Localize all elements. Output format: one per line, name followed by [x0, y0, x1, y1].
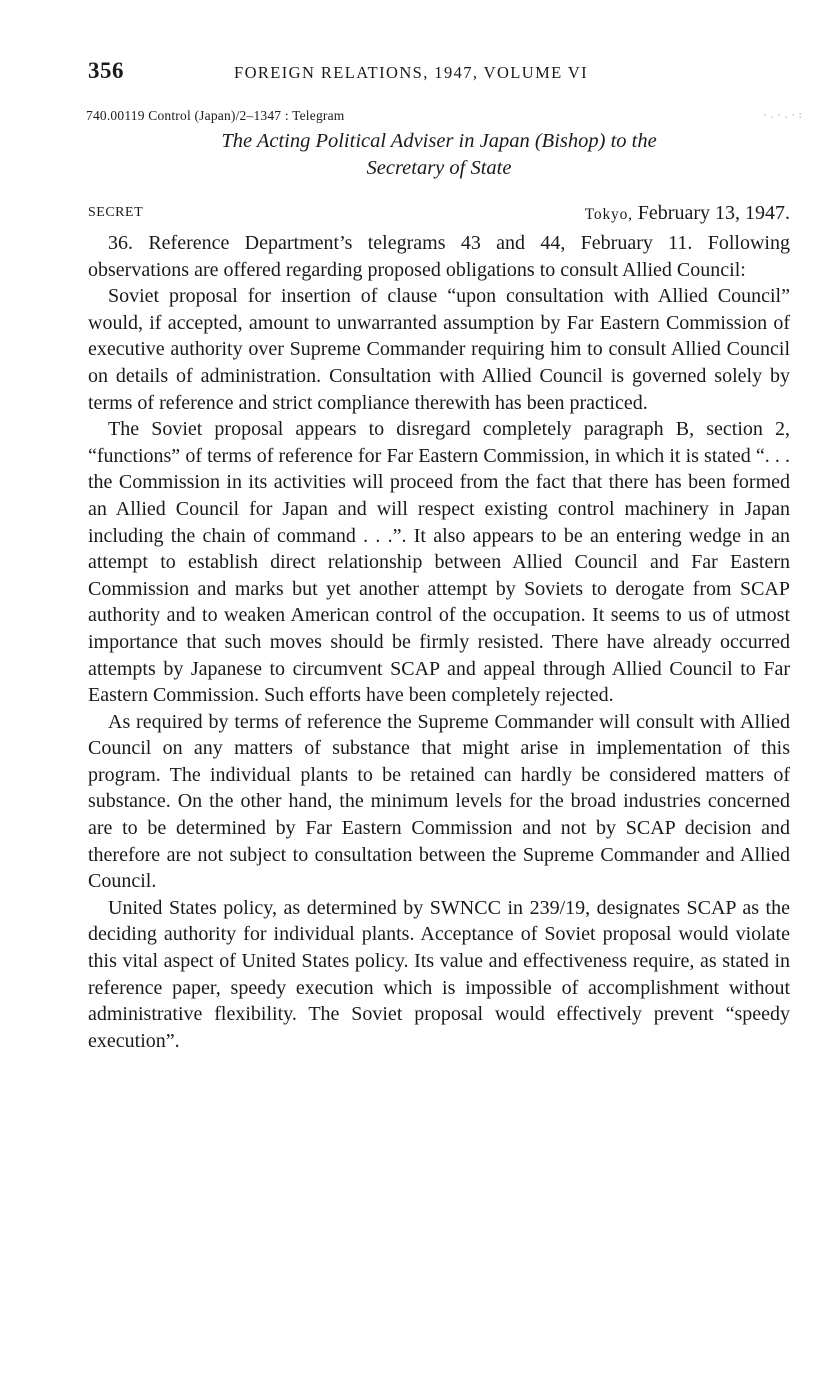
document-title-line-1: The Acting Political Adviser in Japan (Bishop) to the: [221, 130, 657, 152]
document-title: [88, 128, 790, 182]
running-title: FOREIGN RELATIONS, 1947, VOLUME VI: [234, 63, 589, 82]
page-number: 356: [88, 58, 124, 83]
paragraph: 36. Reference Department’s telegrams 43 and 44, February 11. Following observations are offered regarding proposed obligations to consult Allied Council:: [88, 232, 790, 281]
place-date: [585, 202, 790, 225]
paragraph: United States policy, as determined by SWNCC in 239/19, designates SCAP as the deciding authority for individual plants. Acceptance of Soviet proposal would violate this vital aspect of United States policy. Its value and effectiveness require, as stated in reference paper, speedy execution which is impossible of accomplishment without administrative flexibility. The Soviet proposal would effectively prevent “speedy execution”.: [88, 896, 790, 1052]
paragraph: The Soviet proposal appears to disregard completely paragraph B, section 2, “functions” of terms of reference for Far Eastern Commission, in which it is stated “. . . the Commission in its activities will proceed from the fact that there has been formed an Allied Council for Japan and will respect existing control machinery in Japan including the chain of command . . .”. It also appears to be an entering wedge in an attempt to establish direct relationship between Allied Council and Far Eastern Commission and marks but yet another attempt by Soviets to derogate from SCAP authority and to weaken American control of the occupation. It seems to us of utmost importance that such moves should be firmly resisted. There have already occurred attempts by Japanese to circumvent SCAP and appeal through Allied Council to Far Eastern Commission. Such efforts have been completely rejected.: [88, 418, 790, 707]
scan-artifact: ·.·.·:: [762, 110, 805, 121]
paragraph: Soviet proposal for insertion of clause “upon consultation with Allied Council” would, if accepted, amount to unwarranted assumption by Far Eastern Commission of executive authority over Supreme Commander requiring him to consult Allied Council on details of administration. Consultation with Allied Council is governed solely by terms of reference and strict compliance therewith has been practiced.: [88, 285, 790, 414]
classification-label: SECRET: [88, 205, 144, 220]
file-reference: 740.00119 Control (Japan)/2–1347 : Telegram: [86, 108, 345, 123]
paragraph: As required by terms of reference the Supreme Commander will consult with Allied Council on any matters of substance that might arise in implementation of this program. The individual plants to be retained can hardly be considered matters of substance. On the other hand, the minimum levels for the broad industries concerned are to be determined by Far Eastern Commission and not by SCAP decision and therefore are not subject to consultation between the Supreme Commander and Allied Council.: [88, 710, 790, 893]
date: February 13, 1947.: [632, 202, 790, 224]
document-page: [88, 58, 790, 1054]
place: Tokyo,: [584, 206, 633, 223]
telegram-body: [88, 230, 790, 1054]
dateline: [88, 202, 790, 230]
document-title-line-2: Secretary of State: [366, 157, 512, 179]
running-head: [88, 58, 790, 92]
